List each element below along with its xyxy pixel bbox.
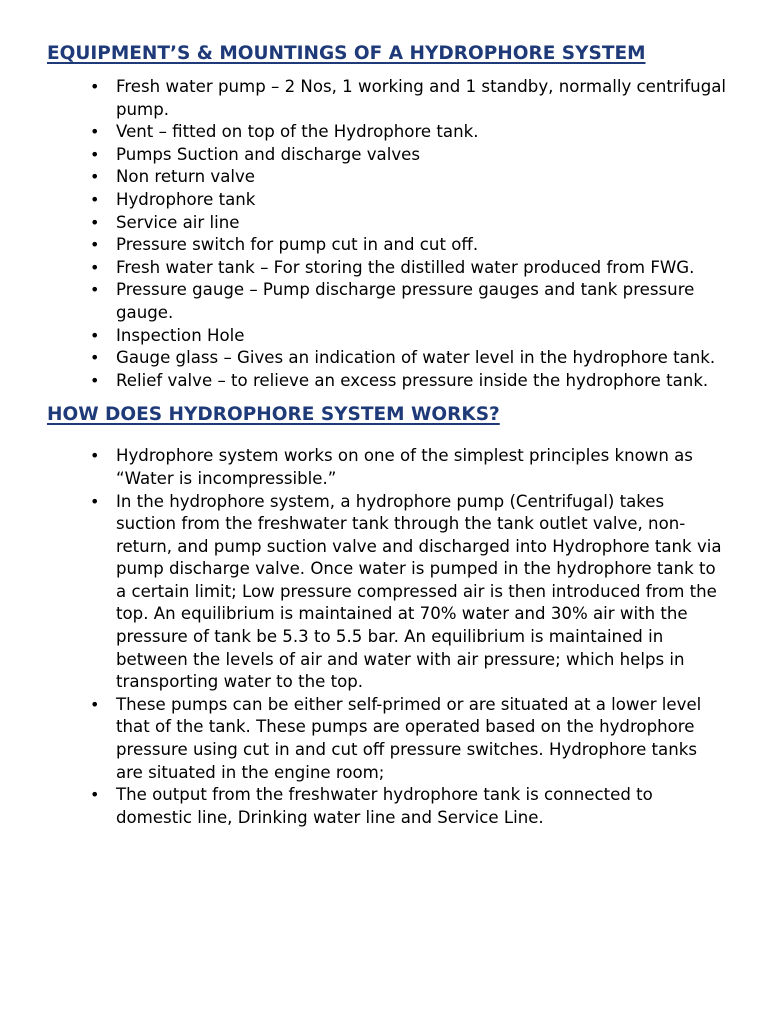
list-item-text: Relief valve – to relieve an excess pressure inside the hydrophore tank. (116, 370, 709, 390)
list-item-text: Hydrophore tank (116, 189, 256, 209)
how-it-works-list (47, 445, 728, 829)
list-item (90, 784, 728, 829)
bullet-icon: • (90, 370, 100, 390)
list-item-text: Inspection Hole (116, 325, 245, 345)
section-heading-how-it-works: HOW DOES HYDROPHORE SYSTEM WORKS? (47, 404, 500, 426)
list-item-text: Fresh water pump – 2 Nos, 1 working and 1 standby, normally centrifugal pump. (116, 77, 727, 119)
list-item-text: Pumps Suction and discharge valves (116, 144, 420, 164)
list-item (90, 121, 728, 144)
list-item-text: In the hydrophore system, a hydrophore pump (Centrifugal) takes suction from the freshwater tank through the tank outlet valve, non-return, and pump suction valve and discharged into Hydrophore tank via pump discharge valve. Once water is pumped in the hydrophore tank to a certain limit; Low pressure compressed air is then introduced from the top. An equilibrium is maintained at 70% water and 30% air with the pressure of tank be 5.3 to 5.5 bar. An equilibrium is maintained in between the levels of air and water with air pressure; which helps in transporting water to the top. (116, 491, 722, 692)
bullet-icon: • (90, 785, 100, 805)
list-item (90, 257, 728, 280)
bullet-icon: • (90, 348, 100, 368)
bullet-icon: • (90, 325, 100, 345)
list-item-text: Vent – fitted on top of the Hydrophore tank. (116, 122, 479, 142)
bullet-icon: • (90, 212, 100, 232)
list-item (90, 325, 728, 348)
list-item (90, 445, 728, 490)
bullet-icon: • (90, 491, 100, 511)
list-item (90, 166, 728, 189)
bullet-icon: • (90, 144, 100, 164)
list-item-text: Pressure gauge – Pump discharge pressure gauges and tank pressure gauge. (116, 280, 695, 322)
bullet-icon: • (90, 280, 100, 300)
list-item-text: Non return valve (116, 167, 255, 187)
section-heading-equipment: EQUIPMENT’S & MOUNTINGS OF A HYDROPHORE SYSTEM (47, 43, 646, 64)
list-item (90, 491, 728, 694)
list-item-text: Gauge glass – Gives an indication of water level in the hydrophore tank. (116, 348, 716, 368)
list-item-text: Service air line (116, 212, 240, 232)
list-item (90, 189, 728, 212)
bullet-icon: • (90, 77, 100, 96)
list-item-text: These pumps can be either self-primed or are situated at a lower level that of the tank. These pumps are operated based on the hydrophore pressure using cut in and cut off pressure switches. Hydrophore tanks are situated in the engine room; (116, 694, 702, 782)
bullet-icon: • (90, 257, 100, 277)
list-item (90, 234, 728, 257)
equipment-list (47, 76, 728, 392)
list-item (90, 694, 728, 784)
bullet-icon: • (90, 446, 100, 466)
bullet-icon: • (90, 167, 100, 187)
list-item-text: Hydrophore system works on one of the simplest principles known as “Water is incompressible.” (116, 446, 693, 488)
list-item-text: The output from the freshwater hydrophore tank is connected to domestic line, Drinking water line and Service Line. (116, 785, 653, 827)
list-item (90, 212, 728, 235)
list-item-text: Pressure switch for pump cut in and cut off. (116, 235, 479, 255)
list-item (90, 347, 728, 370)
list-item (90, 279, 728, 324)
list-item (90, 370, 728, 393)
list-item (90, 76, 728, 121)
bullet-icon: • (90, 694, 100, 714)
list-item-text: Fresh water tank – For storing the distilled water produced from FWG. (116, 257, 695, 277)
bullet-icon: • (90, 189, 100, 209)
list-item (90, 144, 728, 167)
bullet-icon: • (90, 122, 100, 142)
bullet-icon: • (90, 235, 100, 255)
